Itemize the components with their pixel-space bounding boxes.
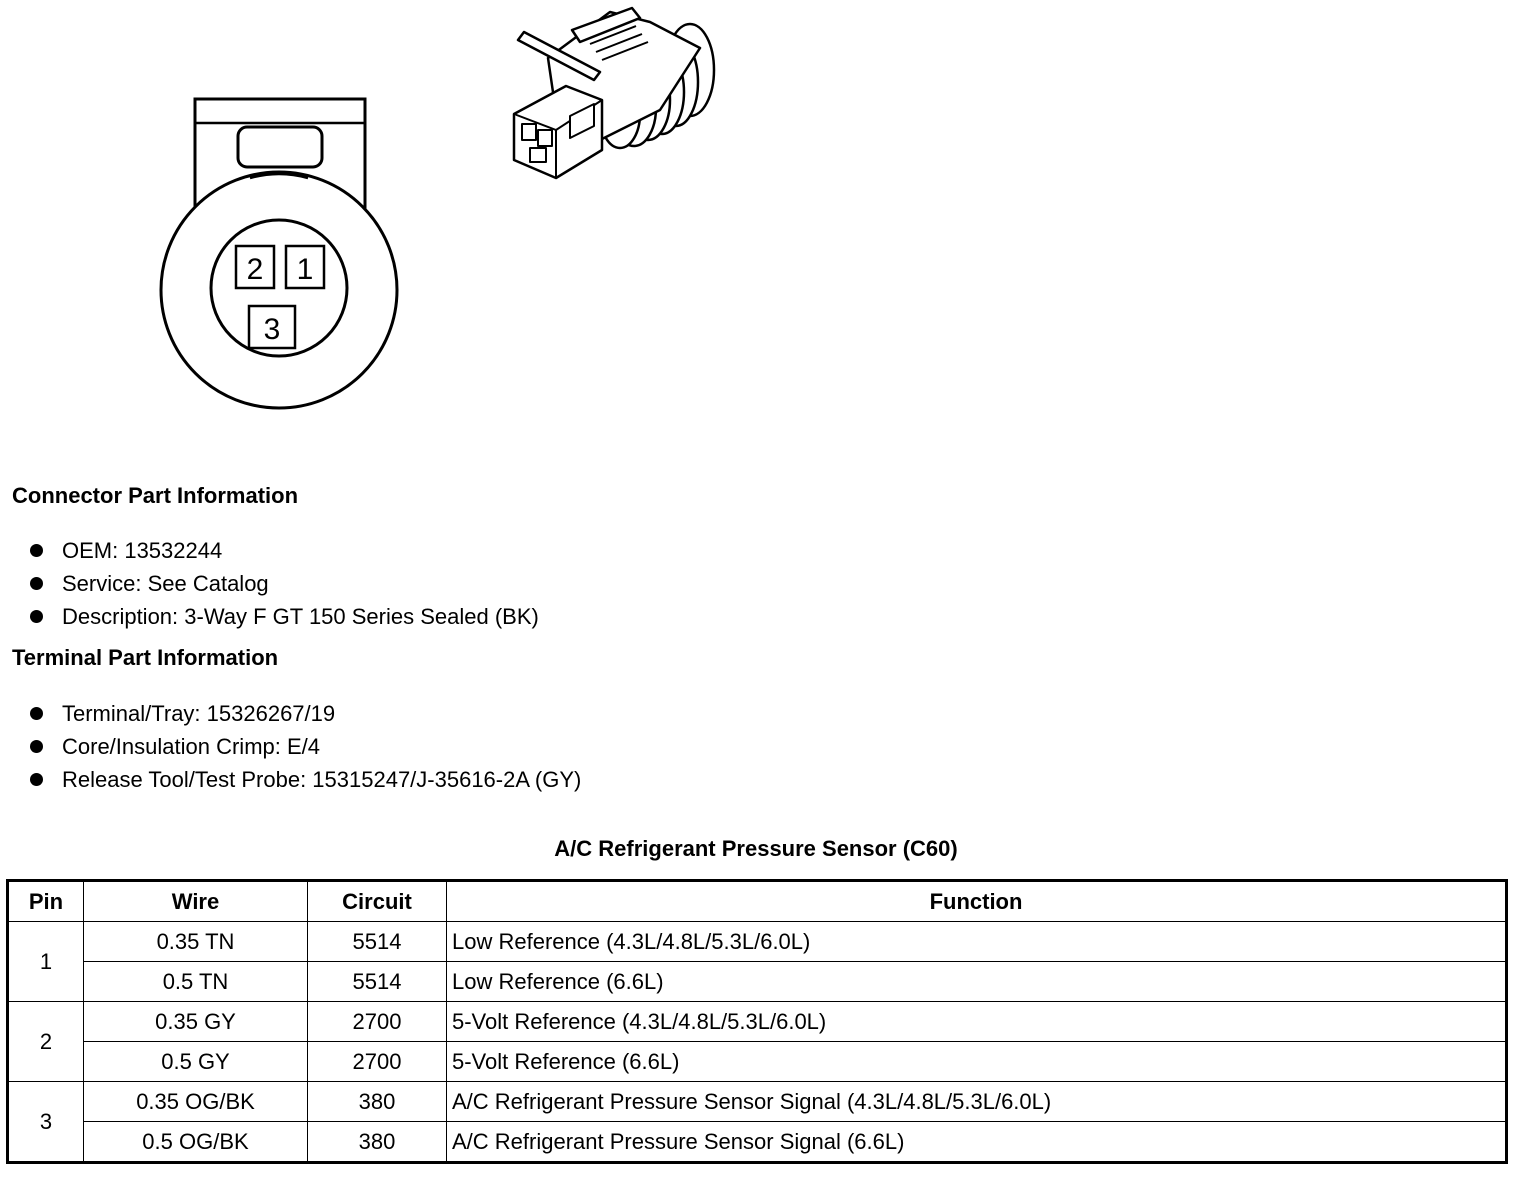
locking-tab xyxy=(238,127,322,167)
table-row xyxy=(8,1122,1507,1163)
pin-cell: 1 xyxy=(8,922,84,1002)
table-title: A/C Refrigerant Pressure Sensor (C60) xyxy=(554,836,958,861)
wire-cell: 0.35 TN xyxy=(84,922,308,962)
table-row xyxy=(8,1042,1507,1082)
circuit-cell: 2700 xyxy=(308,1002,447,1042)
connector-body xyxy=(161,172,397,408)
bullet-icon xyxy=(30,577,43,590)
bullet-icon xyxy=(30,610,43,623)
column-header-circuit: Circuit xyxy=(308,881,447,922)
terminal-part-heading: Terminal Part Information xyxy=(12,645,279,670)
circuit-cell: 5514 xyxy=(308,922,447,962)
pin-label-3: 3 xyxy=(263,313,281,346)
column-header-pin: Pin xyxy=(8,881,84,922)
column-header-function: Function xyxy=(447,881,1507,922)
list-item-text: Core/Insulation Crimp: E/4 xyxy=(62,734,320,759)
table-row xyxy=(8,1082,1507,1122)
list-item xyxy=(30,567,539,600)
circuit-cell: 380 xyxy=(308,1122,447,1163)
table-row xyxy=(8,1002,1507,1042)
list-item-text: Terminal/Tray: 15326267/19 xyxy=(62,701,336,726)
bullet-icon xyxy=(30,773,43,786)
wire-cell: 0.5 TN xyxy=(84,962,308,1002)
list-item xyxy=(30,600,539,633)
connector-diagram xyxy=(0,0,760,440)
table-row xyxy=(8,962,1507,1002)
circuit-cell: 2700 xyxy=(308,1042,447,1082)
function-cell: Low Reference (6.6L) xyxy=(447,962,1507,1002)
list-item xyxy=(30,534,539,567)
pin-label-2: 2 xyxy=(246,253,264,286)
wire-cell: 0.5 OG/BK xyxy=(84,1122,308,1163)
list-item-text: Service: See Catalog xyxy=(62,571,269,596)
table-row xyxy=(8,922,1507,962)
terminal-part-list xyxy=(30,697,581,796)
pin-cell: 2 xyxy=(8,1002,84,1082)
list-item xyxy=(30,763,581,796)
function-cell: Low Reference (4.3L/4.8L/5.3L/6.0L) xyxy=(447,922,1507,962)
list-item-text: Release Tool/Test Probe: 15315247/J-35616-2A (GY) xyxy=(62,767,582,792)
bullet-icon xyxy=(30,707,43,720)
bullet-icon xyxy=(30,740,43,753)
column-header-wire: Wire xyxy=(84,881,308,922)
wire-cell: 0.5 GY xyxy=(84,1042,308,1082)
circuit-cell: 380 xyxy=(308,1082,447,1122)
function-cell: A/C Refrigerant Pressure Sensor Signal (4.3L/4.8L/5.3L/6.0L) xyxy=(447,1082,1507,1122)
function-cell: A/C Refrigerant Pressure Sensor Signal (6.6L) xyxy=(447,1122,1507,1163)
pin-cell: 3 xyxy=(8,1082,84,1163)
pin-label-1: 1 xyxy=(296,253,314,286)
connector-face-view xyxy=(161,99,397,408)
function-cell: 5-Volt Reference (4.3L/4.8L/5.3L/6.0L) xyxy=(447,1002,1507,1042)
connector-part-heading: Connector Part Information xyxy=(12,483,299,508)
wire-cell: 0.35 OG/BK xyxy=(84,1082,308,1122)
pinout-table xyxy=(6,879,1508,1164)
table-header-row xyxy=(8,881,1507,922)
list-item-text: OEM: 13532244 xyxy=(62,538,223,563)
circuit-cell: 5514 xyxy=(308,962,447,1002)
connector-3d-illustration xyxy=(514,8,714,178)
function-cell: 5-Volt Reference (6.6L) xyxy=(447,1042,1507,1082)
wire-cell: 0.35 GY xyxy=(84,1002,308,1042)
list-item xyxy=(30,730,581,763)
bullet-icon xyxy=(30,544,43,557)
connector-part-list xyxy=(30,534,539,633)
list-item-text: Description: 3-Way F GT 150 Series Sealed (BK) xyxy=(62,604,539,629)
list-item xyxy=(30,697,581,730)
